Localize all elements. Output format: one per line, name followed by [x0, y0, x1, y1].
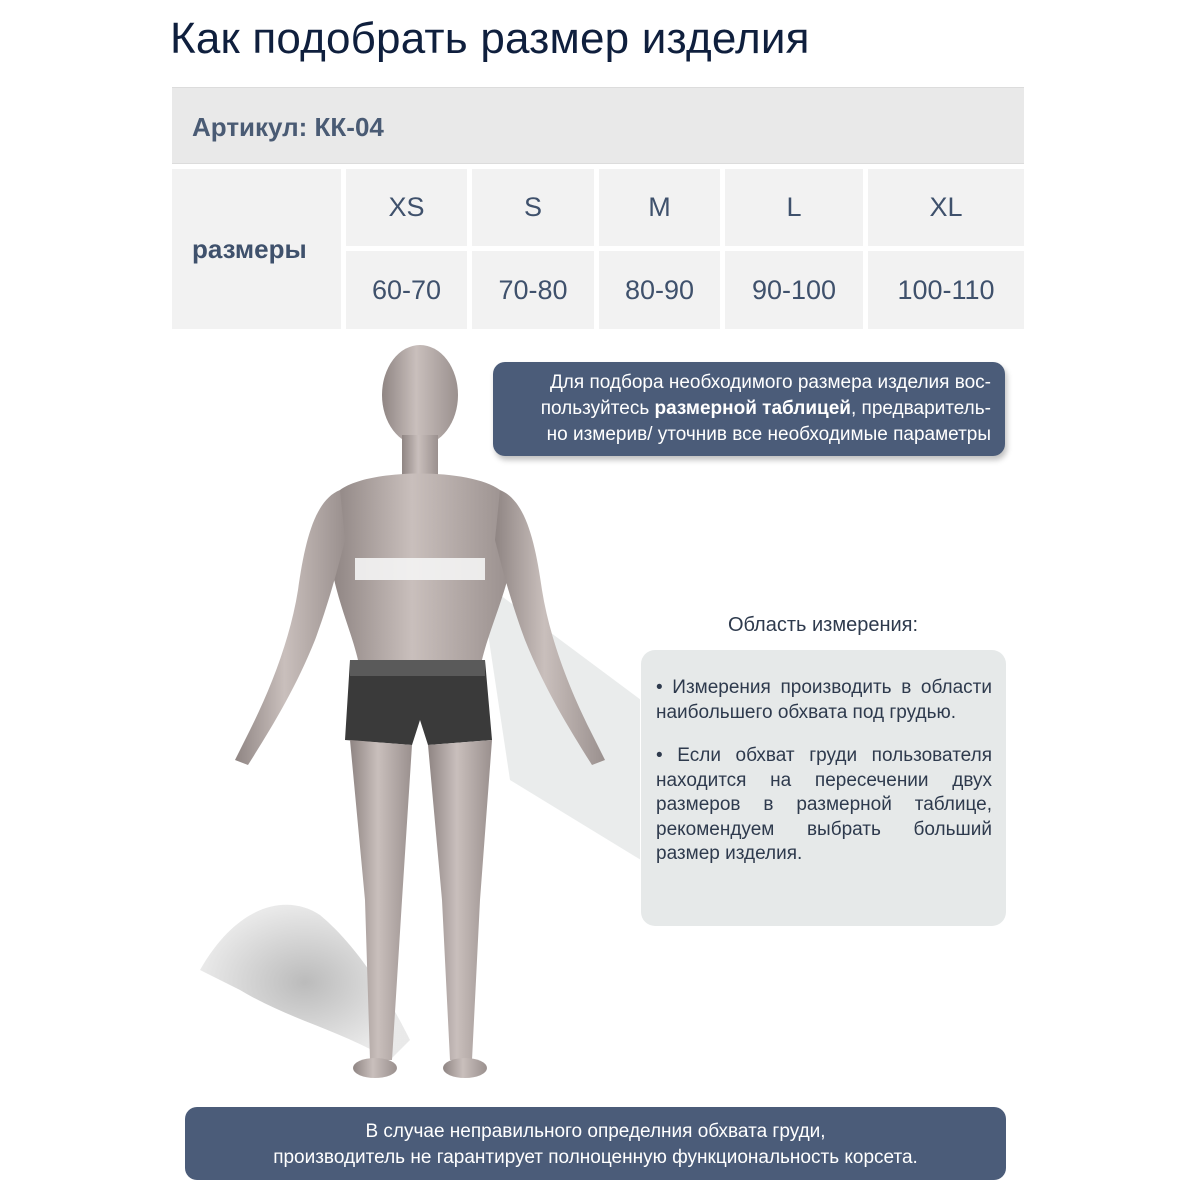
size-range-xl: 100-110: [868, 251, 1024, 329]
size-header-s: S: [472, 169, 594, 246]
size-header-l: L: [725, 169, 863, 246]
measure-info-box: [641, 650, 1006, 926]
article-header: [172, 87, 1024, 164]
article-label: Артикул: КК-04: [192, 112, 384, 142]
warning-line-1: В случае неправильного определния обхвата груди,: [365, 1121, 826, 1142]
size-header-xl: XL: [868, 169, 1024, 246]
size-table: [172, 169, 1024, 329]
measure-bullet-2: • Если обхват груди пользователя находится на пересечении двух размеров в размерной таблице, рекомендуем выбрать больший размер изделия.: [656, 745, 992, 864]
size-header-xs: XS: [346, 169, 467, 246]
instruction-line-2: [507, 396, 991, 422]
size-header-m: M: [599, 169, 720, 246]
size-range-m: 80-90: [599, 251, 720, 329]
page-title: Как подобрать размер изделия: [170, 14, 810, 63]
size-range-l: 90-100: [725, 251, 863, 329]
instruction-bold-term: размерной таблицей: [654, 398, 851, 419]
sizes-row-label: размеры: [172, 169, 341, 329]
measure-bullet-1: • Измерения производить в области наибольшего обхвата под грудью.: [656, 677, 992, 723]
instruction-line-1: Для подбора необходимого размера изделия вос-: [549, 372, 991, 393]
instruction-line-2-start: пользуйтесь: [540, 398, 655, 419]
instruction-line-2-end: , предваритель-: [850, 398, 991, 419]
warning-line-2: производитель не гарантирует полноценную функциональность корсета.: [273, 1147, 918, 1168]
size-range-s: 70-80: [472, 251, 594, 329]
warning-callout: [185, 1107, 1006, 1180]
instruction-callout: [493, 362, 1005, 456]
instruction-line-3: но измерив/ уточнив все необходимые параметры: [546, 424, 991, 445]
measure-area-title: Область измерения:: [727, 614, 919, 636]
size-range-xs: 60-70: [346, 251, 467, 329]
